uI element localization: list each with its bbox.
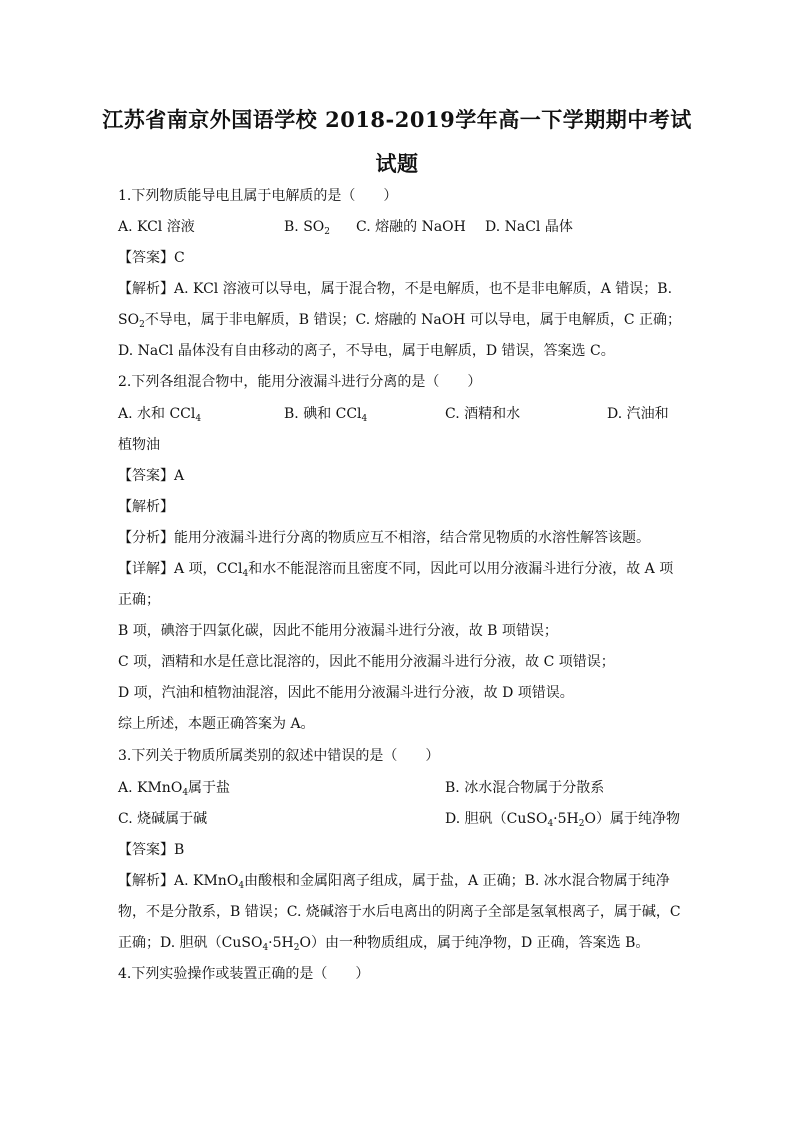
q3-explanation-line2: 物，不是分散系，B 错误；C. 烧碱溶于水后电离出的阴离子全部是氢氧根离子，属于碱，C <box>118 904 681 920</box>
q2-detail-line5: D 项，汽油和植物油混溶，因此不能用分液漏斗进行分液，故 D 项错误。 <box>118 685 574 701</box>
q1-option-c: C. 熔融的 NaOH <box>356 219 466 235</box>
q3-answer: 【答案】B <box>118 842 185 858</box>
q2-detail-line3: B 项，碘溶于四氯化碳，因此不能用分液漏斗进行分液，故 B 项错误； <box>118 623 558 639</box>
q3-option-b: B. 冰水混合物属于分散系 <box>445 780 605 796</box>
q2-summary: 综上所述，本题正确答案为 A。 <box>118 716 315 732</box>
q3-explanation-line3: 正确；D. 胆矾$(CuSO_4\cdot 5H_2O)$由一种物质组成，属于纯净物，D 正确，答案选 B。 <box>118 935 650 953</box>
q1-answer: 【答案】C <box>118 250 185 266</box>
q1-option-b: B. $SO_2$ <box>284 219 330 237</box>
q2-option-c: C. 酒精和水 <box>445 406 521 422</box>
q1-stem: 1.下列物质能导电且属于电解质的是（ ） <box>118 188 398 204</box>
q2-option-d: D. 汽油和 <box>607 406 669 422</box>
q3-option-a: A. KMnO$_4$属于盐 <box>118 780 231 798</box>
q1-explanation-line1: 【解析】A. KCl 溶液可以导电，属于混合物，不是电解质，也不是非电解质，A 错误；B. <box>118 281 673 297</box>
exam-title-line1: 江苏省南京外国语学校 2018-2019学年高一下学期期中考试 <box>102 107 692 132</box>
q2-detail-line1: 【详解】A 项，CCl$_4$和水不能混溶而且密度不同，因此可以用分液漏斗进行分液，故 A 项 <box>118 561 674 579</box>
q1-option-a: A. KCl 溶液 <box>118 219 195 235</box>
q2-stem: 2.下列各组混合物中，能用分液漏斗进行分离的是（ ） <box>118 374 482 390</box>
q1-explanation-line2: $SO_2$不导电，属于非电解质，B 错误；C. 熔融的 NaOH 可以导电，属于电解质，C 正确； <box>118 312 682 330</box>
q2-detail-line2: 正确； <box>118 592 160 608</box>
q2-explanation-heading: 【解析】 <box>118 499 174 515</box>
q3-option-d: D. 胆矾$(CuSO_4\cdot 5H_2O)$属于纯净物 <box>445 811 680 829</box>
q1-explanation-line3: D. NaCl 晶体没有自由移动的离子，不导电，属于电解质，D 错误，答案选 C。 <box>118 343 615 359</box>
q3-stem: 3.下列关于物质所属类别的叙述中错误的是（ ） <box>118 748 440 764</box>
q2-option-b: B. 碘和 CCl$_4$ <box>284 406 368 424</box>
q4-stem: 4.下列实验操作或装置正确的是（ ） <box>118 966 370 982</box>
q2-detail-line4: C 项，酒精和水是任意比混溶的，因此不能用分液漏斗进行分液，故 C 项错误； <box>118 654 615 670</box>
exam-title-line2: 试题 <box>375 151 419 176</box>
q2-analysis: 【分析】能用分液漏斗进行分离的物质应互不相溶，结合常见物质的水溶性解答该题。 <box>118 530 650 546</box>
q1-option-d: D. NaCl 晶体 <box>485 219 573 235</box>
q3-explanation-line1: 【解析】A. KMnO$_4$由酸根和金属阳离子组成，属于盐，A 正确；B. 冰水混合物属于纯净 <box>118 873 670 891</box>
q2-answer: 【答案】A <box>118 468 185 484</box>
q2-option-d-continued: 植物油 <box>118 437 160 453</box>
q3-option-c: C. 烧碱属于碱 <box>118 811 208 827</box>
q2-option-a: A. 水和 CCl$_4$ <box>118 406 202 424</box>
